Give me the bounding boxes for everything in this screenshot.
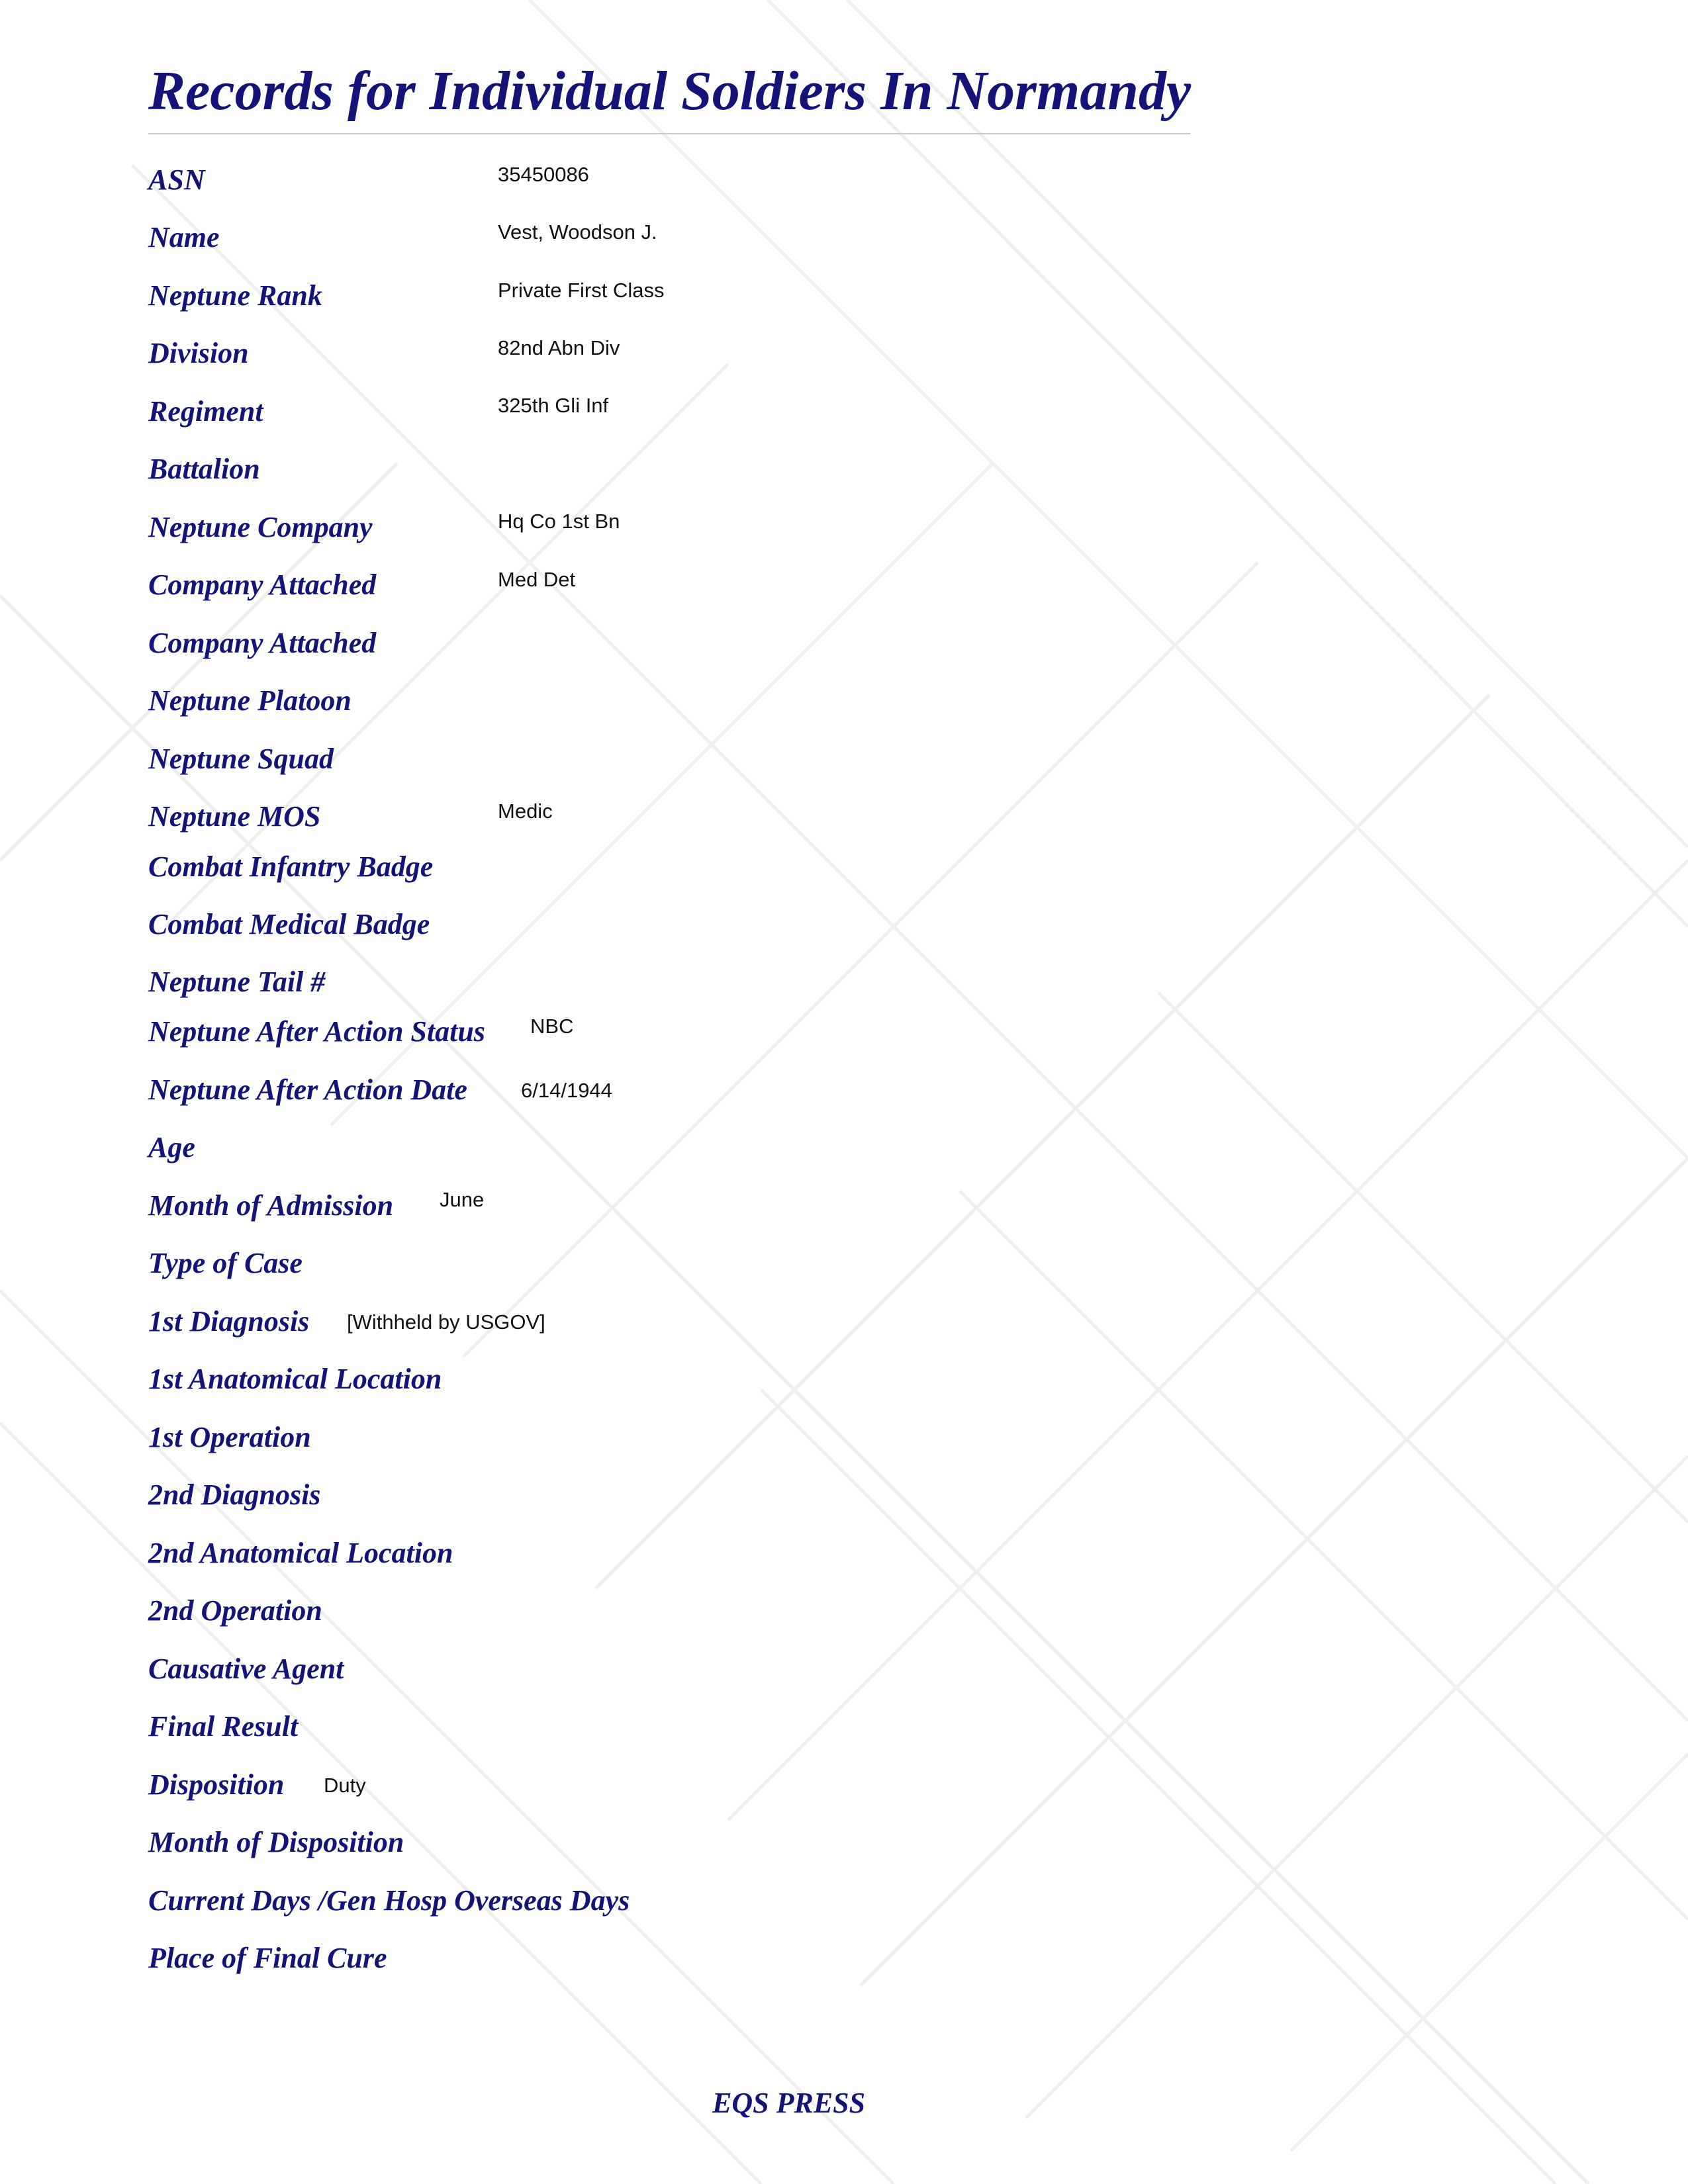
field-label-final-result: Final Result: [148, 1710, 299, 1743]
field-label-2nd-operation: 2nd Operation: [148, 1594, 322, 1627]
field-label-neptune-squad: Neptune Squad: [148, 743, 334, 775]
field-label-combat-medical-badge: Combat Medical Badge: [148, 908, 430, 940]
field-value-asn: 35450086: [498, 163, 589, 186]
field-value-regiment: 325th Gli Inf: [498, 394, 609, 417]
field-label-after-action-date: Neptune After Action Date: [148, 1073, 467, 1106]
field-label-division: Division: [148, 337, 249, 369]
field-label-neptune-company: Neptune Company: [148, 511, 373, 543]
field-label-1st-diagnosis: 1st Diagnosis: [148, 1305, 310, 1338]
field-label-battalion: Battalion: [148, 453, 260, 485]
field-label-neptune-tail-number: Neptune Tail #: [148, 966, 326, 998]
publisher-footer: EQS PRESS: [712, 2087, 866, 2119]
field-label-1st-anatomical-location: 1st Anatomical Location: [148, 1363, 442, 1395]
field-value-neptune-mos: Medic: [498, 799, 553, 823]
field-value-month-of-admission: June: [440, 1188, 485, 1211]
field-label-regiment: Regiment: [148, 395, 263, 428]
field-label-company-attached-2: Company Attached: [148, 627, 377, 659]
field-label-disposition: Disposition: [148, 1768, 285, 1801]
page-title: Records for Individual Soldiers In Normandy: [148, 60, 1192, 122]
field-label-2nd-anatomical-location: 2nd Anatomical Location: [148, 1537, 453, 1569]
field-label-age: Age: [148, 1131, 195, 1163]
field-value-1st-diagnosis: [Withheld by USGOV]: [347, 1310, 545, 1334]
field-value-neptune-rank: Private First Class: [498, 279, 665, 302]
title-underline: [148, 133, 1190, 134]
field-label-place-of-final-cure: Place of Final Cure: [148, 1942, 387, 1974]
field-label-month-of-disposition: Month of Disposition: [148, 1826, 404, 1858]
field-label-neptune-rank: Neptune Rank: [148, 279, 322, 312]
field-label-causative-agent: Causative Agent: [148, 1653, 344, 1685]
field-label-asn: ASN: [148, 163, 205, 196]
field-label-current-days: Current Days /Gen Hosp Overseas Days: [148, 1884, 630, 1917]
field-value-name: Vest, Woodson J.: [498, 220, 657, 244]
field-value-neptune-company: Hq Co 1st Bn: [498, 510, 620, 533]
field-label-1st-operation: 1st Operation: [148, 1421, 311, 1453]
field-label-type-of-case: Type of Case: [148, 1247, 303, 1279]
field-value-disposition: Duty: [324, 1774, 366, 1797]
field-value-after-action-status: NBC: [530, 1015, 574, 1038]
field-label-after-action-status: Neptune After Action Status: [148, 1015, 485, 1048]
field-label-month-of-admission: Month of Admission: [148, 1189, 394, 1222]
field-label-neptune-platoon: Neptune Platoon: [148, 684, 352, 717]
field-label-name: Name: [148, 221, 220, 253]
field-label-company-attached: Company Attached: [148, 569, 377, 601]
field-label-neptune-mos: Neptune MOS: [148, 800, 321, 833]
field-value-after-action-date: 6/14/1944: [521, 1079, 612, 1102]
field-value-division: 82nd Abn Div: [498, 336, 620, 359]
field-label-2nd-diagnosis: 2nd Diagnosis: [148, 1479, 321, 1511]
field-value-company-attached: Med Det: [498, 568, 576, 591]
field-label-combat-infantry-badge: Combat Infantry Badge: [148, 850, 434, 883]
